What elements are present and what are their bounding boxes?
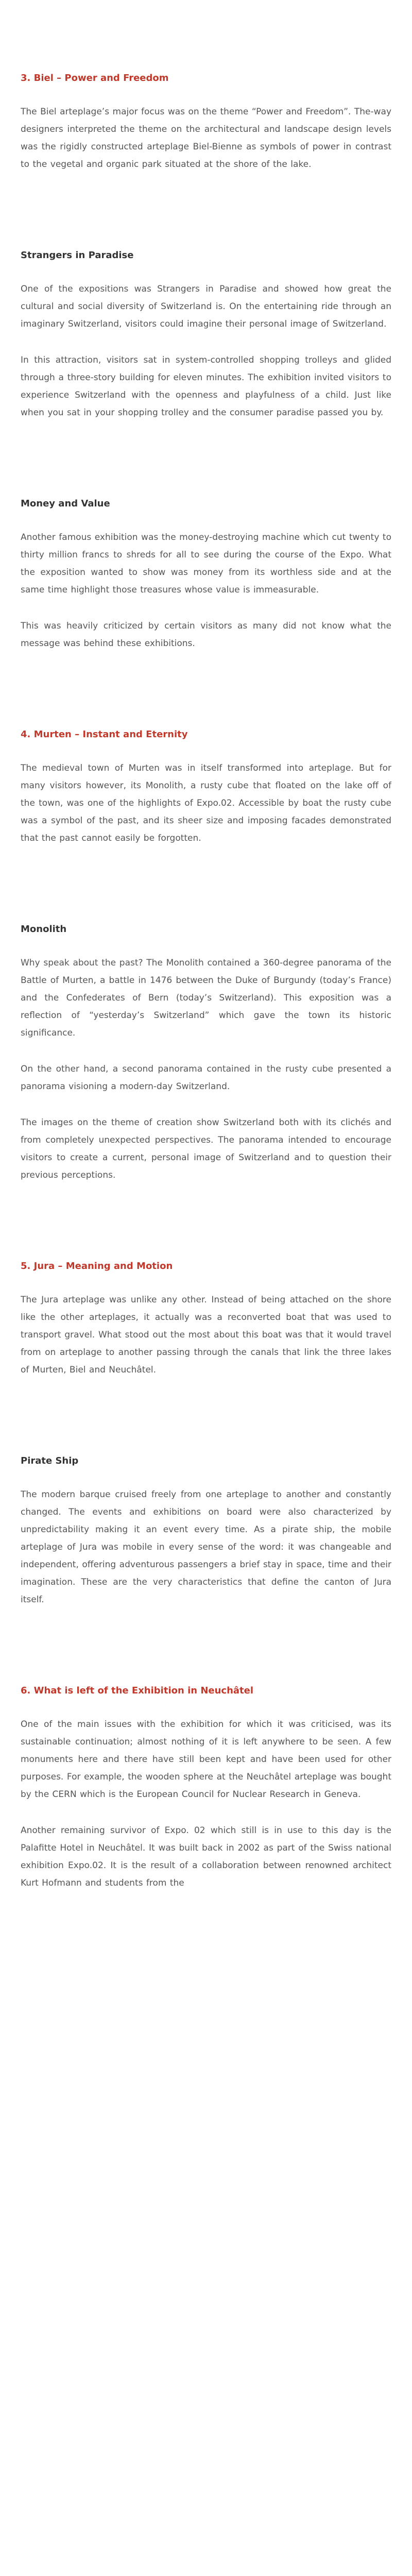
- paragraph-murten-1: The medieval town of Murten was in itself transformed into arteplage. But for many visitors however, its Monolith, a rusty cube that floated on the lake off of the town, was one of the highlights of Expo.02. Accessible by boat the rusty cube was a symbol of the past, and its sheer size and imposing facades demonstrated that the past cannot easily be forgotten.: [21, 763, 391, 843]
- paragraph-monolith-3: The images on the theme of creation show Switzerland both with its clichés and from completely unexpected perspectives. The panorama intended to encourage visitors to create a current, personal image of Switzerland and to question their previous perceptions.: [21, 1117, 391, 1180]
- sub-heading-monolith: Monolith: [21, 924, 67, 935]
- sub-heading-strangers-in-paradise: Strangers in Paradise: [21, 250, 134, 261]
- paragraph-biel-1: The Biel arteplage’s major focus was on the theme “Power and Freedom”. The-way designers interpreted the theme on the architectural and landscape design levels was the rigidly constructed arteplage Biel-Bienne as symbols of power in contrast to the vegetal and organic park situated at the shore of the lake.: [21, 107, 391, 170]
- paragraph-money-1: Another famous exhibition was the money-destroying machine which cut twenty to thirty million francs to shreds for all to see during the course of the Expo. What the exposition wanted to show was money from its worthless side and at the same time highlight those treasures whose value is immeasurable.: [21, 532, 391, 595]
- section-heading-murten: 4. Murten – Instant and Eternity: [21, 729, 188, 740]
- sub-heading-pirate-ship: Pirate Ship: [21, 1455, 79, 1466]
- paragraph-pirate-1: The modern barque cruised freely from one arteplage to another and constantly changed. The events and exhibitions on board were also characterized by unpredictability making it an event every time. As a pirate ship, the mobile arteplage of Jura was mobile in every sense of the word: it was changeable and independent, offering adventurous passengers a brief stay in space, time and their imagination. These are the very characteristics that define the canton of Jura itself.: [21, 1489, 391, 1605]
- paragraph-left-2: Another remaining survivor of Expo. 02 which still is in use to this day is the Palafitte Hotel in Neuchâtel. It was built back in 2002 as part of the Swiss national exhibition Expo.02. It is the result of a collaboration between renowned architect Kurt Hofmann and students from the: [21, 1825, 391, 1888]
- section-heading-biel: 3. Biel – Power and Freedom: [21, 73, 169, 83]
- paragraph-money-2: This was heavily criticized by certain visitors as many did not know what the message was behind these exhibitions.: [21, 621, 391, 649]
- paragraph-strangers-2: In this attraction, visitors sat in system-controlled shopping trolleys and glided through a three-story building for eleven minutes. The exhibition invited visitors to experience Switzerland with the openness and playfulness of a child. Just like when you sat in your shopping trolley and the consumer paradise passed you by.: [21, 355, 391, 418]
- paragraph-monolith-2: On the other hand, a second panorama contained in the rusty cube presented a panorama visioning a modern-day Switzerland.: [21, 1064, 391, 1092]
- paragraph-monolith-1: Why speak about the past? The Monolith contained a 360-degree panorama of the Battle of Murten, a battle in 1476 between the Duke of Burgundy (today’s France) and the Confederates of Bern (today’s Switzerland). This exposition was a reflection of “yesterday’s Switzerland” which gave the town its historic significance.: [21, 958, 391, 1038]
- paragraph-jura-1: The Jura arteplage was unlike any other. Instead of being attached on the shore like the other arteplages, it actually was a reconverted boat that was used to transport gravel. What stood out the most about this boat was that it would travel from on arteplage to another passing through the canals that link the three lakes of Murten, Biel and Neuchâtel.: [21, 1295, 391, 1375]
- section-heading-jura: 5. Jura – Meaning and Motion: [21, 1261, 173, 1272]
- paragraph-left-1: One of the main issues with the exhibition for which it was criticised, was its sustainable continuation; almost nothing of it is left anywhere to be seen. A few monuments here and there have still been kept and have been used for other purposes. For example, the wooden sphere at the Neuchâtel arteplage was bought by the CERN which is the European Council for Nuclear Research in Geneva.: [21, 1719, 391, 1800]
- paragraph-strangers-1: One of the expositions was Strangers in Paradise and showed how great the cultural and social diversity of Switzerland is. On the entertaining ride through an imaginary Switzerland, visitors could imagine their personal image of Switzerland.: [21, 284, 391, 329]
- sub-heading-money-and-value: Money and Value: [21, 498, 110, 509]
- section-heading-what-is-left: 6. What is left of the Exhibition in Neuchâtel: [21, 1685, 254, 1696]
